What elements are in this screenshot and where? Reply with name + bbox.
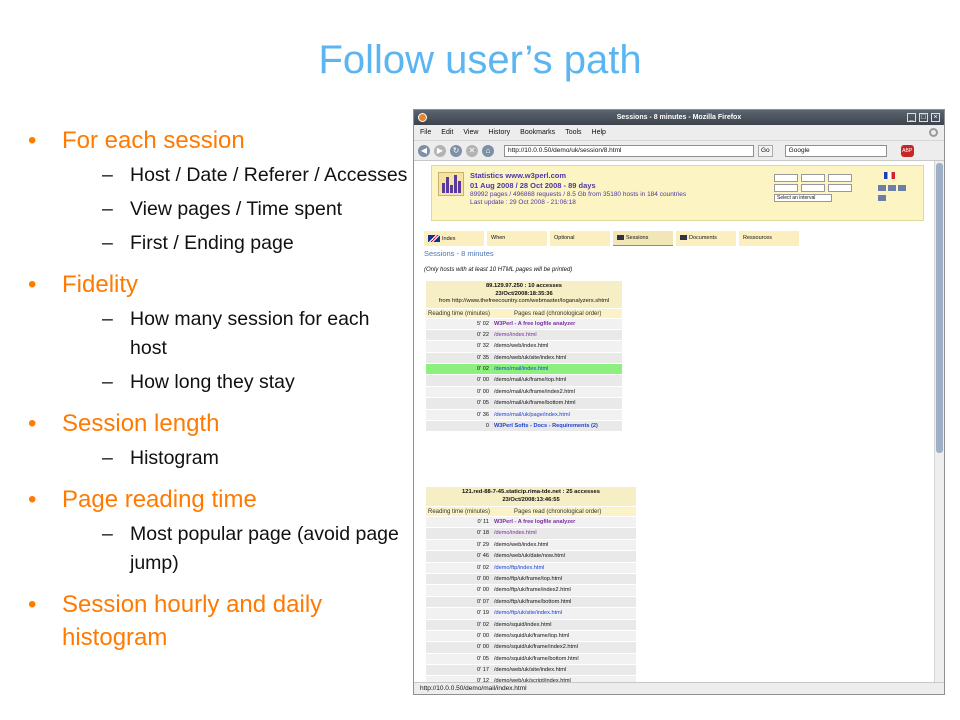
sub-bullet-text: First / Ending page	[130, 232, 294, 254]
table-row	[426, 386, 622, 397]
menubar	[414, 125, 944, 141]
bullet-item: • Session length – Histogram	[28, 407, 408, 473]
page-link[interactable]: /demo/squid/uk/frame/index2.html	[494, 644, 578, 651]
menu-help[interactable]: Help	[591, 129, 606, 136]
table-row	[426, 340, 622, 351]
menu-edit[interactable]: Edit	[441, 129, 454, 136]
page-link[interactable]: /demo/mail/uk/frame/index2.html	[494, 388, 575, 395]
reload-icon[interactable]: ↻	[450, 145, 462, 157]
menu-file[interactable]: File	[420, 129, 432, 136]
day-select[interactable]	[774, 184, 798, 192]
session-header: 89.129.97.250 : 10 accesses 23/Oct/2008:18:35:36 from http://www.thefreecountry.com/webmaster/loganalyzers.shtml	[426, 281, 622, 308]
pdf-icon[interactable]	[898, 185, 906, 191]
mail-icon[interactable]	[878, 195, 886, 201]
bullet-text: Page reading time	[62, 486, 257, 513]
maximize-icon[interactable]: □	[919, 113, 928, 122]
tab-sessions[interactable]: Sessions	[613, 231, 673, 246]
page-link[interactable]: /demo/squid/index.html	[494, 621, 552, 628]
sub-bullet-text: Most popular page (avoid page jump)	[130, 523, 399, 574]
bullet-list	[28, 124, 408, 664]
page-link[interactable]: /demo/web/index.html	[494, 541, 549, 548]
url-bar[interactable]	[504, 145, 754, 157]
page-link[interactable]: /demo/ftp/index.html	[494, 564, 545, 571]
page-link[interactable]: /demo/mail/index.html	[494, 366, 549, 373]
reading-time: 0' 36	[477, 411, 489, 418]
sub-bullet-text: View pages / Time spent	[130, 198, 343, 220]
slide-title: Follow user’s path	[318, 38, 642, 82]
table-row	[426, 573, 636, 584]
table-row	[426, 607, 636, 618]
reading-time: 0' 05	[477, 400, 489, 407]
tab-bar	[424, 231, 799, 246]
home-icon[interactable]: ⌂	[482, 145, 494, 157]
page-link[interactable]: /demo/web/uk/date/now.html	[494, 553, 565, 560]
menu-tools[interactable]: Tools	[565, 129, 582, 136]
table-row	[426, 641, 636, 652]
table-row	[426, 619, 636, 630]
documents-icon	[680, 235, 687, 240]
reading-time: 0	[485, 423, 489, 430]
reading-time: 0' 29	[477, 541, 489, 548]
reading-time: 0' 19	[477, 610, 489, 617]
table-row	[426, 397, 622, 408]
reading-time: 0' 00	[477, 644, 489, 651]
table-row	[426, 527, 636, 538]
bullet-text: Session length	[62, 410, 220, 437]
page-link[interactable]: /demo/index.html	[494, 331, 537, 338]
page-link[interactable]: W3Perl Softs - Docs - Requirements (2)	[494, 423, 598, 430]
page-link[interactable]: /demo/ftp/uk/frame/bottom.html	[494, 598, 572, 605]
page-link[interactable]: /demo/web/index.html	[494, 343, 549, 350]
url-text: http://10.0.0.50/demo/uk/session/8.html	[508, 147, 622, 154]
reading-time: 0' 05	[477, 655, 489, 662]
table-row	[426, 409, 622, 420]
page-link[interactable]: /demo/web/uk/site/index.html	[494, 354, 567, 361]
page-link[interactable]: W3Perl - A free logfile analyzer	[494, 320, 576, 327]
stats-period: 01 Aug 2008 / 28 Oct 2008 - 89 days	[470, 181, 596, 190]
adblock-icon[interactable]: ABP	[901, 145, 914, 157]
table-row	[426, 318, 622, 329]
reading-time: 0' 35	[477, 354, 489, 361]
sub-bullet-text: How many session for each host	[130, 308, 370, 359]
page-link[interactable]: /demo/squid/uk/frame/top.html	[494, 632, 570, 639]
window-titlebar[interactable]	[414, 110, 944, 125]
menu-view[interactable]: View	[463, 129, 479, 136]
reading-time: 0' 22	[477, 331, 489, 338]
bullet-text: Session hourly and daily histogram	[62, 591, 323, 651]
table-row	[426, 664, 636, 675]
tab-index[interactable]: Index	[424, 231, 484, 246]
help-icon[interactable]	[878, 185, 886, 191]
table-row	[426, 374, 622, 385]
reading-time: 0' 00	[477, 377, 489, 384]
go-button[interactable]: Go	[758, 145, 773, 157]
reading-time: 0' 07	[477, 598, 489, 605]
session-columns: Reading time (minutes) Pages read (chronological order)	[426, 506, 636, 516]
reading-time: 0' 02	[477, 621, 489, 628]
window-title: Sessions - 8 minutes - Mozilla Firefox	[616, 114, 742, 121]
french-flag-icon[interactable]	[884, 172, 895, 179]
sessions-icon	[617, 235, 624, 240]
menu-bookmarks[interactable]: Bookmarks	[520, 129, 556, 136]
throbber-icon	[929, 128, 938, 137]
session-table	[426, 281, 622, 431]
stop-icon[interactable]: ✕	[466, 145, 478, 157]
table-row	[426, 516, 636, 527]
page-link[interactable]: /demo/web/uk/site/index.html	[494, 667, 567, 674]
page-link[interactable]: /demo/ftp/uk/site/index.html	[494, 610, 563, 617]
year-select[interactable]	[828, 184, 852, 192]
date-selectors	[774, 174, 852, 202]
interval-select[interactable]: Select an interval	[774, 194, 832, 202]
vertical-scrollbar[interactable]	[934, 161, 944, 684]
table-row	[426, 584, 636, 595]
chart-logo-icon	[438, 172, 464, 196]
browser-window	[413, 109, 945, 695]
stats-last-update: Last update : 29 Oct 2008 - 21:06:18	[470, 199, 576, 206]
page-link[interactable]: /demo/mail/uk/frame/top.html	[494, 377, 567, 384]
forward-icon[interactable]: ▶	[434, 145, 446, 157]
table-row	[426, 550, 636, 561]
toolbar-icons	[877, 184, 907, 204]
reading-time: 0' 00	[477, 388, 489, 395]
reading-time: 0' 18	[477, 530, 489, 537]
page-note: (Only hosts with at least 10 HTML pages will be printed)	[424, 267, 573, 273]
tab-optional[interactable]: Optional	[550, 231, 610, 246]
back-icon[interactable]: ◀	[418, 145, 430, 157]
scrollbar-thumb[interactable]	[936, 163, 943, 453]
tab-ressources[interactable]: Ressources	[739, 231, 799, 246]
month-select[interactable]	[801, 184, 825, 192]
session-columns: Reading time (minutes) Pages read (chronological order)	[426, 308, 622, 318]
page-content	[414, 161, 934, 684]
print-icon[interactable]	[888, 185, 896, 191]
navigation-toolbar	[414, 141, 944, 161]
reading-time: 0' 46	[477, 553, 489, 560]
table-row	[426, 420, 622, 431]
table-row	[426, 329, 622, 340]
month-select[interactable]	[801, 174, 825, 182]
table-row	[426, 630, 636, 641]
reading-time: 5' 02	[477, 320, 489, 327]
bullet-item: • Fidelity – How many session for each host – How long they stay	[28, 268, 408, 397]
page-link[interactable]: /demo/mail/uk/frame/bottom.html	[494, 400, 576, 407]
day-select[interactable]	[774, 174, 798, 182]
reading-time: 0' 00	[477, 587, 489, 594]
session-referer[interactable]: from http://www.thefreecountry.com/webmaster/loganalyzers.shtml	[438, 298, 610, 304]
bullet-text: For each session	[62, 127, 245, 154]
page-link[interactable]: /demo/index.html	[494, 530, 537, 537]
uk-flag-icon	[428, 235, 440, 242]
search-input[interactable]: Google	[785, 145, 887, 157]
page-link[interactable]: W3Perl - A free logfile analyzer	[494, 519, 576, 525]
page-link[interactable]: /demo/squid/uk/frame/bottom.html	[494, 655, 579, 662]
table-row	[426, 562, 636, 573]
year-select[interactable]	[828, 174, 852, 182]
page-link[interactable]: /demo/ftp/uk/frame/top.html	[494, 575, 563, 582]
sub-bullet-text: How long they stay	[130, 371, 295, 393]
session-table	[426, 487, 636, 684]
bullet-item: • For each session – Host / Date / Referer / Accesses – View pages / Time spent – First / Ending page	[28, 124, 408, 258]
table-row	[426, 352, 622, 363]
status-bar: http://10.0.0.50/demo/mail/index.html	[414, 682, 945, 694]
reading-time: 0' 00	[477, 632, 489, 639]
stats-site: Statistics www.w3perl.com	[470, 171, 567, 180]
bullet-text: Fidelity	[62, 271, 139, 298]
table-row	[426, 539, 636, 550]
reading-time: 0' 00	[477, 575, 489, 582]
reading-time: 0' 32	[477, 343, 489, 350]
page-link[interactable]: /demo/ftp/uk/frame/index2.html	[494, 587, 571, 594]
minimize-icon[interactable]: _	[907, 113, 916, 122]
table-row	[426, 596, 636, 607]
tab-when[interactable]: When	[487, 231, 547, 246]
tab-documents[interactable]: Documents	[676, 231, 736, 246]
bullet-item: • Page reading time – Most popular page (avoid page jump)	[28, 483, 408, 578]
session-header: 121.red-88-7-45.staticip.rima-tde.net : 25 accesses 23/Oct/2008:13:46:55	[426, 487, 636, 506]
page-link[interactable]: /demo/mail/uk/page/index.html	[494, 411, 570, 418]
reading-time: 0' 02	[477, 366, 489, 373]
stats-header	[431, 165, 924, 221]
sub-bullet-text: Histogram	[130, 447, 219, 469]
menu-history[interactable]: History	[488, 129, 511, 136]
reading-time: 0' 17	[477, 667, 489, 674]
page-heading: Sessions - 8 minutes	[424, 249, 494, 258]
sub-bullet-text: Host / Date / Referer / Accesses	[130, 164, 408, 186]
reading-time: 0' 11	[477, 519, 489, 525]
table-row	[426, 363, 622, 374]
bullet-item: • Session hourly and daily histogram	[28, 588, 408, 654]
reading-time: 0' 02	[477, 564, 489, 571]
close-icon[interactable]: ×	[931, 113, 940, 122]
table-row	[426, 653, 636, 664]
stats-summary: 89992 pages / 496868 requests / 8.5 Gb from 35180 hosts in 184 countries	[470, 191, 687, 198]
